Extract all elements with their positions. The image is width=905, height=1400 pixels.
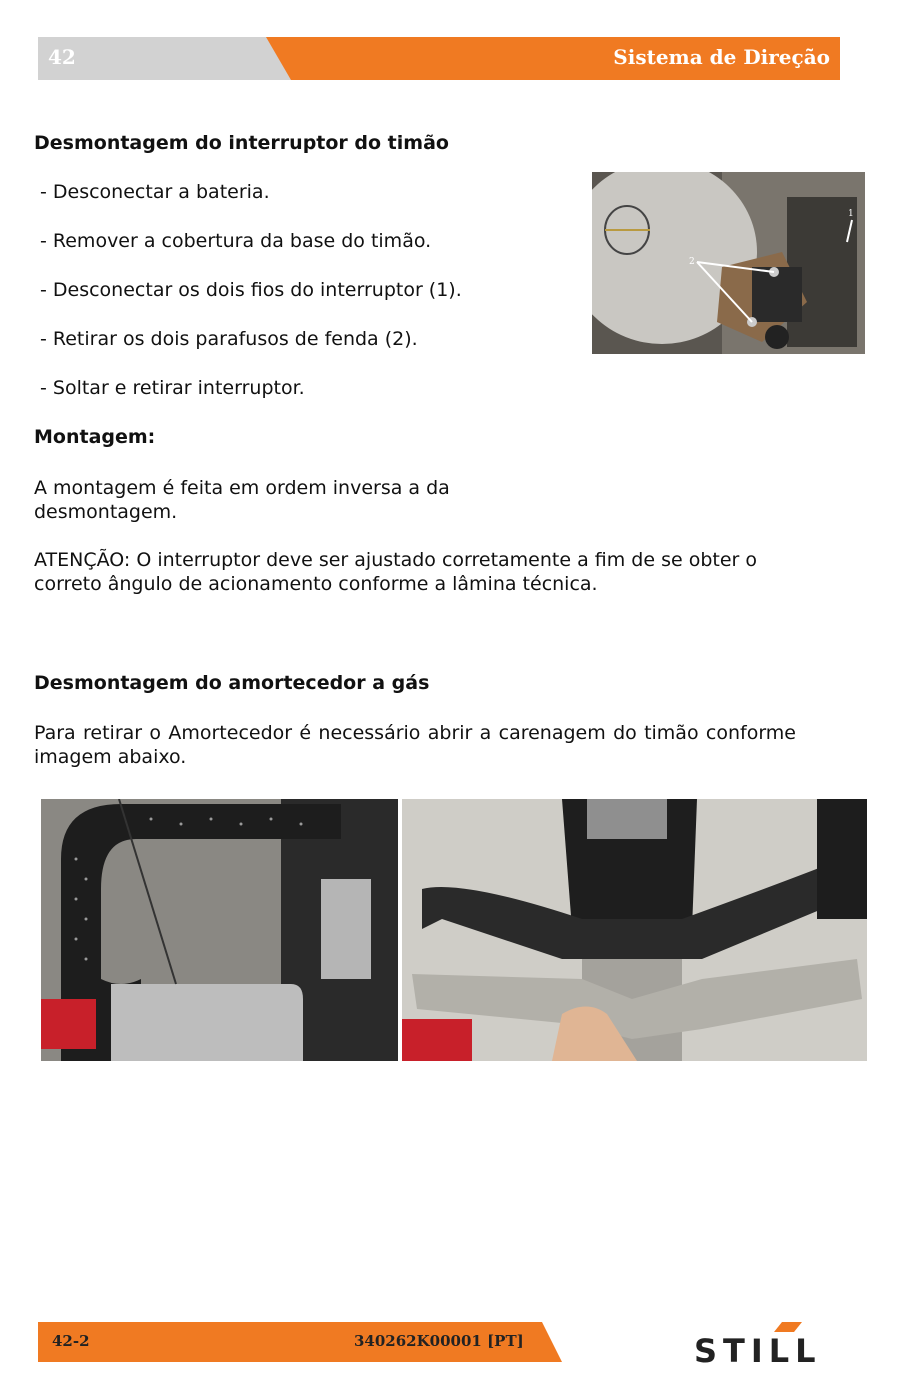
section-heading-montagem: Montagem: [34,426,156,448]
step-item: - Soltar e retirar interruptor. [40,377,305,399]
header-title: Sistema de Direção [613,45,830,69]
header-page-number: 42 [48,45,76,69]
logo-text: STILL [694,1332,822,1370]
step-item: - Desconectar a bateria. [40,181,270,203]
footer-page-code: 42-2 [52,1332,90,1350]
still-logo [690,1322,840,1370]
section-heading-switch: Desmontagem do interruptor do timão [34,132,449,154]
section-heading-damper: Desmontagem do amortecedor a gás [34,672,430,694]
page-header [38,37,840,80]
callout-2: 2 [689,257,695,267]
montagem-text: A montagem é feita em ordem inversa a da desmontagem. [34,477,450,523]
damper-text: Para retirar o Amortecedor é necessário abrir a carenagem do timão conforme imagem abaixo. [34,722,796,768]
footer-document-code: 340262K00001 [PT] [354,1332,524,1350]
switch-photo [592,172,865,354]
step-item: - Desconectar os dois fios do interruptor (1). [40,279,462,301]
page-footer [38,1322,562,1362]
step-item: - Retirar os dois parafusos de fenda (2). [40,328,418,350]
callout-1: 1 [848,209,854,219]
tiller-cover-photo-left [41,799,398,1061]
step-item: - Remover a cobertura da base do timão. [40,230,432,252]
attention-text: ATENÇÃO: O interruptor deve ser ajustado corretamente a fim de se obter o correto ângulo de acionamento conforme a lâmina técnica. [34,549,758,595]
tiller-cover-photo-right [402,799,867,1061]
